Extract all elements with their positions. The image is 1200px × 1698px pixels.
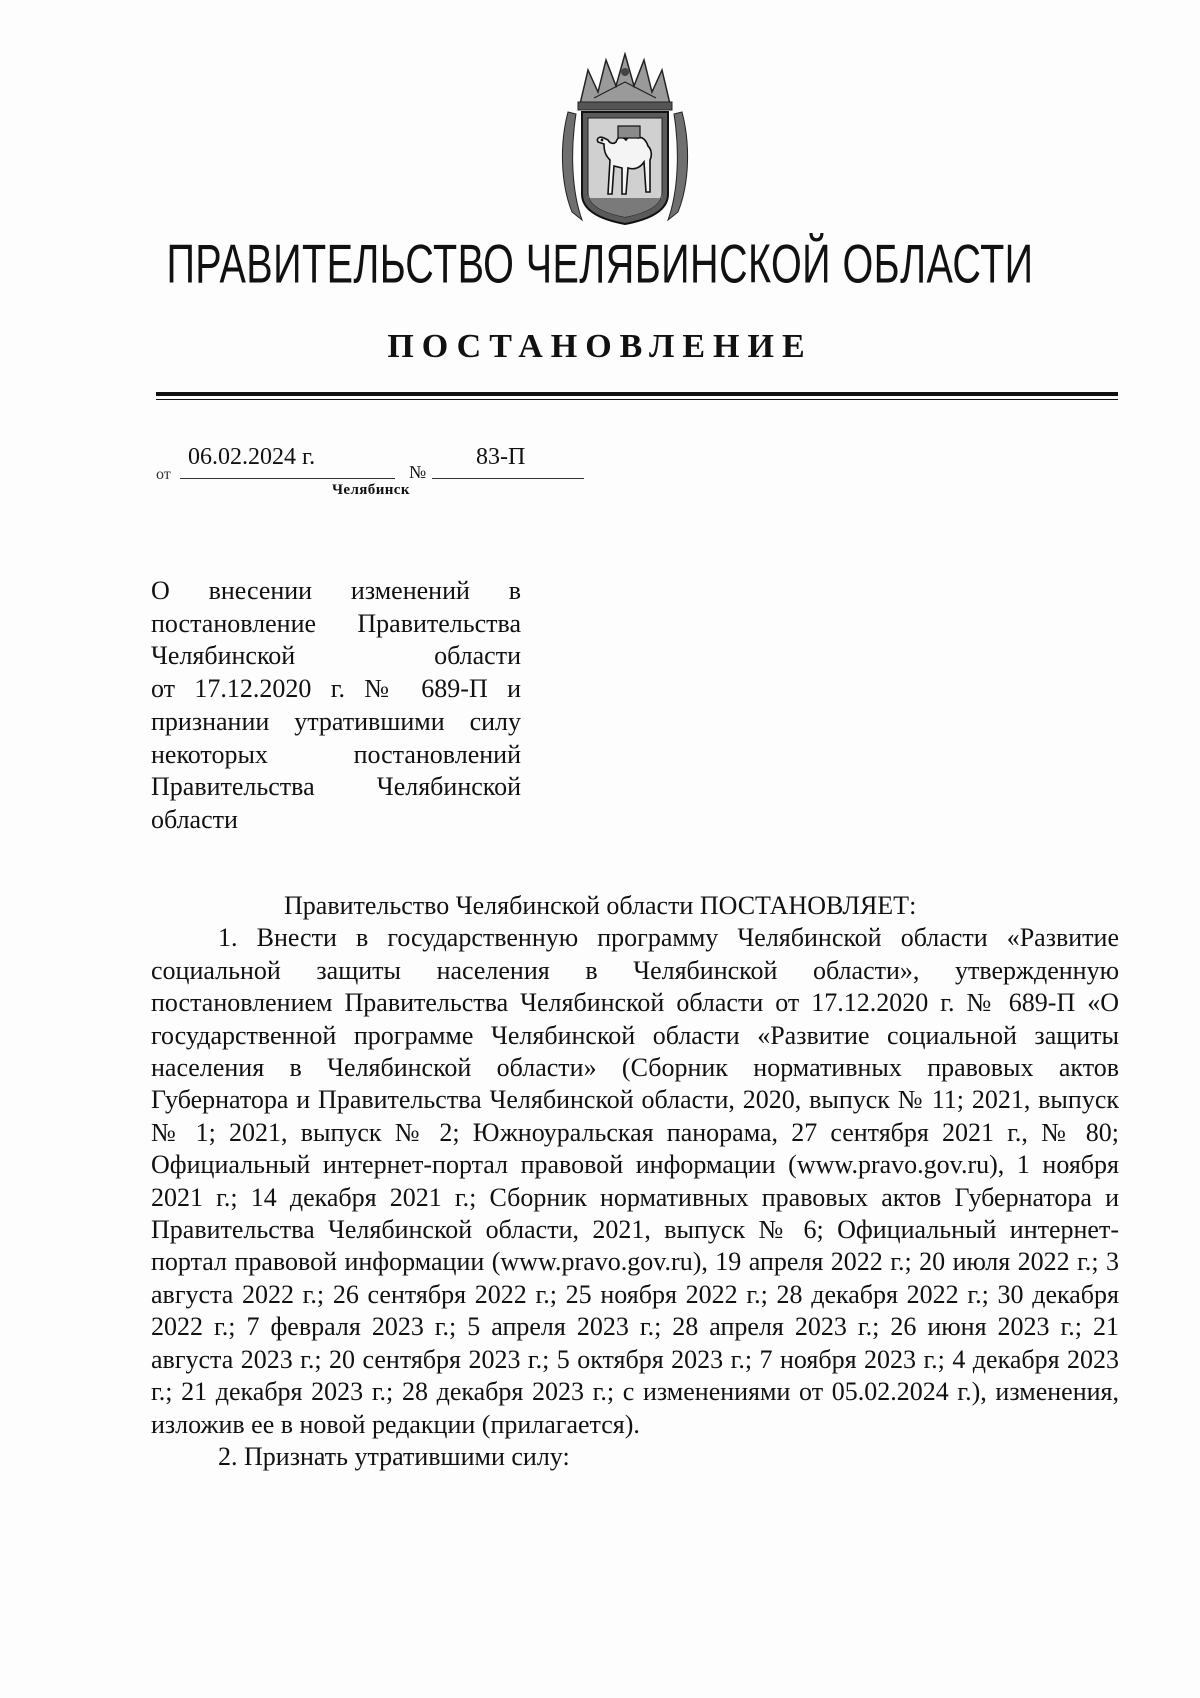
subject-line: области <box>151 804 238 834</box>
government-title: ПРАВИТЕЛЬСТВО ЧЕЛЯБИНСКОЙ ОБЛАСТИ <box>166 233 1034 295</box>
paragraph-item-1: 1. Внести в государственную программу Челябинской области «Развитие социальной защиты населения в Челябинской области», утвержденную постановлением Правительства Челябинской области от 17.12.2020 г. № 689-П «О государственной программе Челябинской области «Развитие социальной защиты населения в Челябинской области» (Сборник нормативных правовых актов Губернатора и Правительства Челябинской области, 2020, выпуск № 11; 2021, выпуск № 1; 2021, выпуск № 2; Южноуральская панорама, 27 сентября 2021 г., № 80; Официальный интернет-портал правовой информации (www.pravo.gov.ru), 1 ноября 2021 г.; 14 декабря 2021 г.; Сборник нормативных правовых актов Губернатора и Правительства Челябинской области, 2021, выпуск № 6; Официальный интернет-портал правовой информации (www.pravo.gov.ru), 19 апреля 2022 г.; 20 июля 2022 г.; 3 августа 2022 г.; 26 сентября 2022 г.; 25 ноября 2022 г.; 28 декабря 2022 г.; 30 декабря 2022 г.; 7 февраля 2023 г.; 5 апреля 2023 г.; 28 апреля 2023 г.; 26 июня 2023 г.; 21 августа 2023 г.; 20 сентября 2023 г.; 5 октября 2023 г.; 7 ноября 2023 г.; 4 декабря 2023 г.; 21 декабря 2023 г.; 28 декабря 2023 г.; с изменениями от 05.02.2024 г.), изменения, изложив ее в новой редакции (прилагается). <box>151 923 1119 1439</box>
header-rule-thick <box>156 392 1118 396</box>
subject-line: от 17.12.2020 г. № 689-П и <box>151 674 521 704</box>
number-label: № <box>409 462 427 482</box>
subject-line: признании утратившими силу <box>151 706 521 736</box>
paragraph-item-2: 2. Признать утратившими силу: <box>218 1441 570 1471</box>
number-underline <box>432 478 584 479</box>
chelyabinsk-coat-of-arms-icon <box>560 52 690 230</box>
subject-line: некоторых постановлений <box>151 739 521 769</box>
date-underline <box>180 478 395 479</box>
document-subject <box>151 575 521 837</box>
document-number: 83-П <box>476 444 526 470</box>
header-rule-thin <box>156 399 1118 400</box>
subject-line: О внесении изменений в <box>151 576 521 605</box>
subject-line: Правительства Челябинской <box>151 772 521 802</box>
subject-line: Челябинской области <box>151 641 521 671</box>
document-body <box>151 890 1119 1473</box>
city-name: Челябинск <box>332 482 410 498</box>
date-prefix-label: от <box>156 466 171 483</box>
subject-line: постановление Правительства <box>151 608 521 638</box>
document-kind: ПОСТАНОВЛЕНИЕ <box>387 328 813 365</box>
preamble: Правительство Челябинской области ПОСТАНОВЛЯЕТ: <box>284 891 917 920</box>
document-date: 06.02.2024 г. <box>188 444 316 470</box>
